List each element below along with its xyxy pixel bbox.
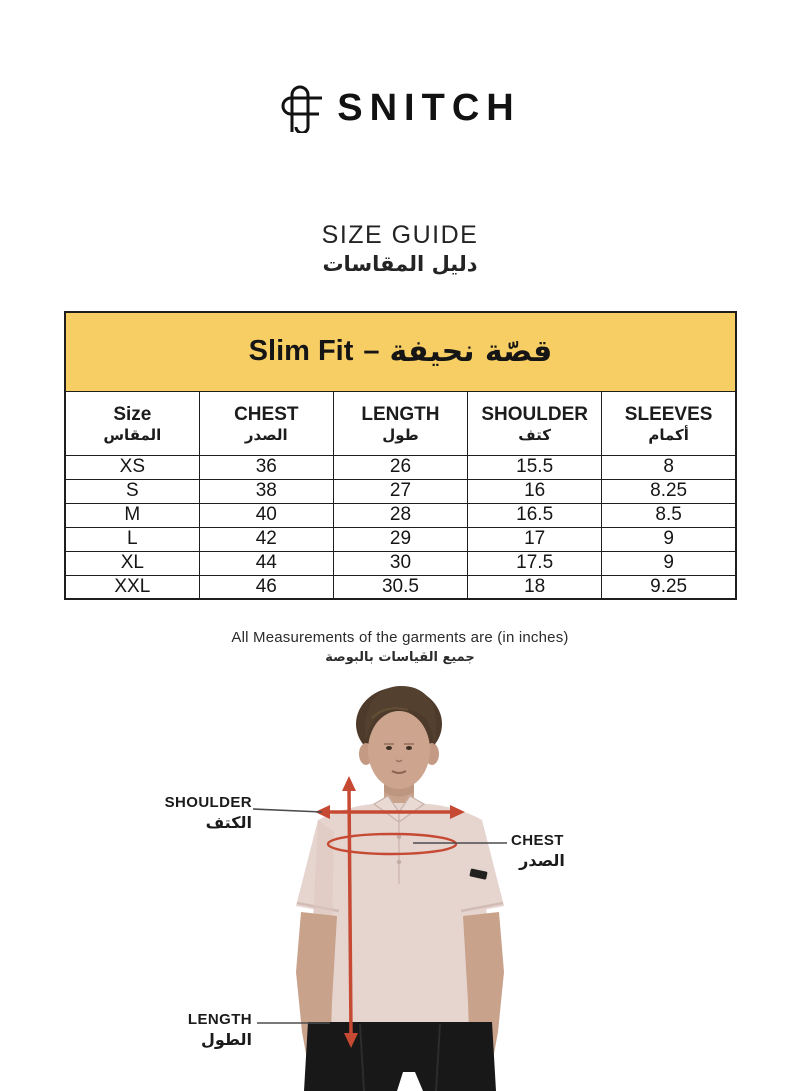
units-note-arabic: جميع القياسات بالبوصة — [325, 650, 475, 665]
table-row-xs: XS 36 26 15.5 8 — [65, 455, 736, 479]
chest-label: CHEST الصدر — [511, 832, 565, 870]
table-row-xl: XL 44 30 17.5 9 — [65, 551, 736, 575]
fit-name-ar: قصّة نحيفة — [389, 334, 553, 370]
length-label: LENGTH الطول — [187, 1011, 252, 1049]
page-title-arabic: دليل المقاسات — [322, 252, 478, 276]
face — [368, 711, 430, 789]
brand-name: SNITCH — [337, 86, 521, 129]
table-header-row — [65, 391, 736, 455]
col-header-chest: CHEST الصدر — [199, 391, 333, 455]
button — [397, 835, 401, 839]
eye — [406, 746, 412, 750]
table-row-s: S 38 27 16 8.25 — [65, 479, 736, 503]
fit-separator: – — [363, 335, 380, 368]
table-row-l: L 42 29 17 9 — [65, 527, 736, 551]
button — [397, 860, 401, 864]
hash-logo-icon — [279, 83, 323, 133]
trousers — [304, 1022, 496, 1091]
model-figure — [0, 672, 800, 1091]
col-header-length: LENGTH طول — [333, 391, 467, 455]
shoulder-label: SHOULDER الكتف — [164, 794, 252, 832]
fit-name-en: Slim Fit — [248, 335, 354, 368]
fit-banner — [65, 312, 736, 391]
fit-banner-row — [65, 312, 736, 391]
table-row-xxl: XXL 46 30.5 18 9.25 — [65, 575, 736, 599]
size-table — [64, 311, 737, 600]
page-title: SIZE GUIDE — [321, 221, 479, 249]
units-note: All Measurements of the garments are (in inches) — [231, 629, 569, 646]
col-header-shoulder: SHOULDER كتف — [468, 391, 602, 455]
eye — [386, 746, 392, 750]
col-header-size: Size المقاس — [65, 391, 199, 455]
col-header-sleeves: SLEEVES أكمام — [602, 391, 736, 455]
brand-logo — [0, 80, 800, 136]
table-row-m: M 40 28 16.5 8.5 — [65, 503, 736, 527]
